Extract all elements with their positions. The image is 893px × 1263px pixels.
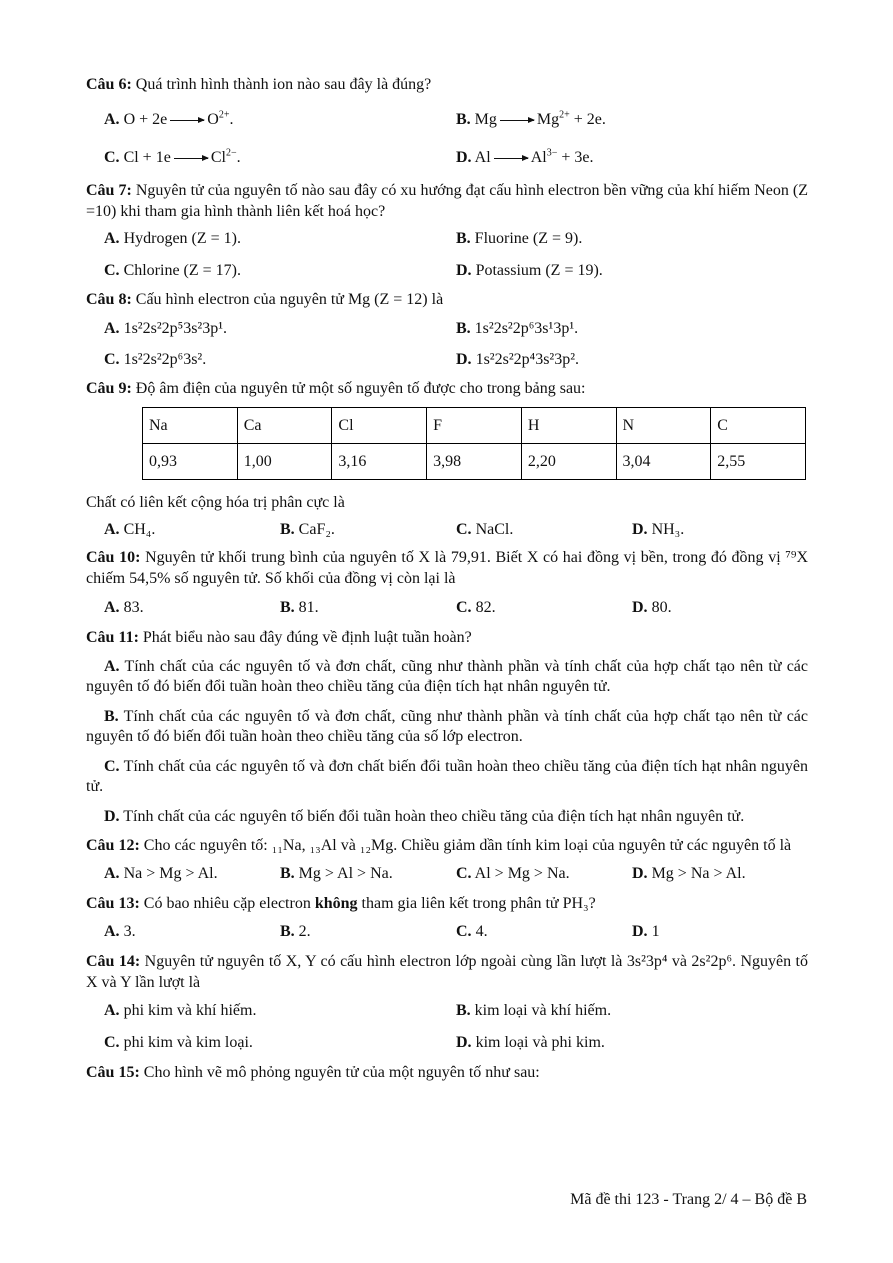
option-key: C. xyxy=(456,599,472,616)
question-11 xyxy=(86,627,808,648)
option-c xyxy=(86,757,808,797)
option-text: 81. xyxy=(294,599,319,616)
option-b xyxy=(280,598,456,618)
ion-charge: 2+ xyxy=(218,109,230,121)
option-text: kim loại và khí hiếm. xyxy=(470,1002,612,1019)
question-13 xyxy=(86,893,808,914)
question-label: Câu 13: xyxy=(86,895,140,912)
option-key: C. xyxy=(104,758,120,775)
option-text: Hydrogen (Z = 1). xyxy=(119,230,241,247)
question-emphasis: không xyxy=(314,895,358,912)
question-8-options xyxy=(104,319,808,370)
table-cell: 2,55 xyxy=(711,444,806,480)
reaction-arrow-icon xyxy=(170,120,204,121)
option-b xyxy=(280,922,456,942)
ion-symbol: Mg xyxy=(536,111,560,128)
option-a xyxy=(104,520,280,540)
option-text: Tính chất của các nguyên tố biến đổi tuần hoàn theo chiều tăng của điện tích hạt nhân nguyên tử. xyxy=(119,808,745,825)
option-text: 3. xyxy=(119,923,136,940)
option-key: A. xyxy=(104,599,120,616)
question-label: Câu 6: xyxy=(86,76,132,93)
option-key: B. xyxy=(456,111,471,128)
table-cell: Na xyxy=(143,408,238,444)
option-d xyxy=(86,807,808,827)
option-key: A. xyxy=(104,658,120,675)
option-a xyxy=(104,1001,456,1021)
option-key: A. xyxy=(104,320,120,337)
option-key: C. xyxy=(104,149,120,166)
question-label: Câu 10: xyxy=(86,549,141,566)
question-14 xyxy=(86,951,808,993)
option-text: Al xyxy=(471,149,491,166)
option-key: B. xyxy=(456,230,471,247)
option-text: . xyxy=(229,111,234,128)
option-text: Chlorine (Z = 17). xyxy=(119,262,242,279)
option-text: Na > Mg > Al. xyxy=(119,865,218,882)
reaction-arrow-icon xyxy=(174,158,208,159)
table-cell: 3,98 xyxy=(427,444,522,480)
option-text: NH₃. xyxy=(647,521,685,538)
option-text: Cl + 1e xyxy=(119,149,171,166)
option-c xyxy=(104,350,456,370)
page-footer: Mã đề thi 123 - Trang 2/ 4 – Bộ đề B xyxy=(570,1191,807,1208)
option-key: C. xyxy=(456,521,472,538)
option-a xyxy=(104,922,280,942)
option-a xyxy=(104,864,280,884)
question-label: Câu 14: xyxy=(86,953,141,970)
option-a xyxy=(104,319,456,339)
question-text: Quá trình hình thành ion nào sau đây là đúng? xyxy=(131,76,432,93)
question-7-options xyxy=(104,229,808,281)
option-key: B. xyxy=(280,521,295,538)
option-a xyxy=(86,657,808,697)
question-text: Cho hình vẽ mô phỏng nguyên tử của một nguyên tố như sau: xyxy=(139,1064,540,1081)
option-key: D. xyxy=(456,262,472,279)
question-label: Câu 9: xyxy=(86,380,132,397)
ion-charge: 3− xyxy=(546,147,558,159)
question-label: Câu 7: xyxy=(86,182,132,199)
option-d xyxy=(632,520,808,540)
question-9-options xyxy=(104,520,808,540)
question-10-options xyxy=(104,598,808,618)
option-text: Al > Mg > Na. xyxy=(471,865,570,882)
question-6-options xyxy=(104,110,808,130)
question-9-followup: Chất có liên kết cộng hóa trị phân cực là xyxy=(86,494,345,511)
reaction-arrow-icon xyxy=(494,158,528,159)
table-cell: C xyxy=(711,408,806,444)
option-key: D. xyxy=(632,599,648,616)
option-d xyxy=(456,148,808,168)
question-text: Có bao nhiêu cặp electron xyxy=(139,895,315,912)
question-8 xyxy=(86,289,808,310)
question-text: Phát biểu nào sau đây đúng về định luật tuần hoàn? xyxy=(138,629,472,646)
exam-page xyxy=(86,70,808,1083)
ion-charge: 2− xyxy=(225,147,237,159)
question-label: Câu 8: xyxy=(86,291,132,308)
option-key: D. xyxy=(632,923,648,940)
option-key: B. xyxy=(280,923,295,940)
option-d xyxy=(632,864,808,884)
ion-symbol: O xyxy=(207,111,219,128)
option-key: A. xyxy=(104,1002,120,1019)
question-text: Nguyên tử khối trung bình của nguyên tố X là 79,91. Biết X có hai đồng vị bền, trong đó đồng vị ⁷⁹X chiếm 54,5% số nguyên tử. Số khối của đồng vị còn lại là xyxy=(86,549,808,587)
option-d xyxy=(456,1033,808,1053)
question-14-options xyxy=(104,1001,808,1053)
option-text: Fluorine (Z = 9). xyxy=(470,230,583,247)
option-d xyxy=(456,350,808,370)
table-cell: F xyxy=(427,408,522,444)
question-text: Cho các nguyên tố: ₁₁Na, ₁₃Al và ₁₂Mg. Chiều giảm dần tính kim loại của nguyên tử các nguyên tố là xyxy=(139,837,792,854)
option-text: Mg > Na > Al. xyxy=(647,865,746,882)
option-b xyxy=(456,229,808,249)
ion-charge: 2+ xyxy=(559,109,570,121)
question-label: Câu 15: xyxy=(86,1064,140,1081)
option-c xyxy=(104,261,456,281)
option-text: Tính chất của các nguyên tố và đơn chất, cũng như thành phần và tính chất của hợp chất tạo nên từ các nguyên tố đó biến đổi tuần hoàn theo chiều tăng của số lớp electron. xyxy=(86,708,808,745)
option-text: 83. xyxy=(119,599,144,616)
ion-symbol: Cl xyxy=(210,149,226,166)
option-c xyxy=(104,148,456,168)
option-b xyxy=(456,110,808,130)
option-text: NaCl. xyxy=(471,521,514,538)
question-15 xyxy=(86,1062,808,1083)
option-key: A. xyxy=(104,923,120,940)
option-text: phi kim và khí hiếm. xyxy=(119,1002,257,1019)
option-text: 1s²2s²2p⁶3s¹3p¹. xyxy=(470,320,579,337)
option-text: 80. xyxy=(647,599,672,616)
option-text: CaF₂. xyxy=(294,521,335,538)
option-text: kim loại và phi kim. xyxy=(471,1034,605,1051)
option-a xyxy=(104,229,456,249)
option-b xyxy=(456,319,808,339)
table-cell: H xyxy=(521,408,616,444)
option-key: D. xyxy=(456,149,472,166)
option-text: Potassium (Z = 19). xyxy=(471,262,603,279)
reaction-arrow-icon xyxy=(500,120,534,121)
option-b xyxy=(86,707,808,747)
question-12 xyxy=(86,835,808,856)
option-b xyxy=(456,1001,808,1021)
option-text: 1s²2s²2p⁵3s²3p¹. xyxy=(119,320,228,337)
electronegativity-table xyxy=(142,407,806,480)
option-key: A. xyxy=(104,230,120,247)
option-c xyxy=(456,520,632,540)
option-c xyxy=(456,598,632,618)
option-key: C. xyxy=(456,865,472,882)
option-a xyxy=(104,598,280,618)
question-10 xyxy=(86,547,808,589)
option-text: + 2e. xyxy=(569,111,606,128)
option-d xyxy=(456,261,808,281)
table-cell: 3,04 xyxy=(616,444,711,480)
question-6-options-row2 xyxy=(104,148,808,168)
option-d xyxy=(632,922,808,942)
option-text: Mg xyxy=(470,111,497,128)
option-text: 4. xyxy=(471,923,488,940)
question-text: tham gia liên kết trong phân tử PH₃? xyxy=(357,895,596,912)
option-key: A. xyxy=(104,521,120,538)
option-text: O + 2e xyxy=(119,111,168,128)
question-text: Nguyên tử nguyên tố X, Y có cấu hình electron lớp ngoài cùng lần lượt là 3s²3p⁴ và 2s²2p⁶. Nguyên tố X và Y lần lượt là xyxy=(86,953,808,991)
option-key: D. xyxy=(104,808,120,825)
option-c xyxy=(456,922,632,942)
option-d xyxy=(632,598,808,618)
option-key: B. xyxy=(104,708,119,725)
option-text: + 3e. xyxy=(557,149,594,166)
option-c xyxy=(456,864,632,884)
option-key: C. xyxy=(456,923,472,940)
table-cell: 3,16 xyxy=(332,444,427,480)
option-text: 82. xyxy=(471,599,496,616)
option-key: B. xyxy=(280,865,295,882)
table-row-elements xyxy=(143,408,806,444)
ion-symbol: Al xyxy=(530,149,547,166)
option-text: CH₄. xyxy=(119,521,156,538)
option-key: C. xyxy=(104,1034,120,1051)
option-key: B. xyxy=(456,1002,471,1019)
table-cell: 1,00 xyxy=(237,444,332,480)
option-key: B. xyxy=(280,599,295,616)
option-b xyxy=(280,864,456,884)
option-key: A. xyxy=(104,111,120,128)
table-cell: 2,20 xyxy=(521,444,616,480)
option-b xyxy=(280,520,456,540)
option-key: A. xyxy=(104,865,120,882)
option-key: B. xyxy=(456,320,471,337)
option-text: Tính chất của các nguyên tố và đơn chất biến đổi tuần hoàn theo chiều tăng của điện tích hạt nhân nguyên tử. xyxy=(86,758,808,795)
option-text: Tính chất của các nguyên tố và đơn chất, cũng như thành phần và tính chất của hợp chất tạo nên từ các nguyên tố đó biến đổi tuần hoàn theo chiều tăng của điện tích hạt nhân nguyên tử. xyxy=(86,658,808,695)
question-6 xyxy=(86,74,808,95)
option-key: D. xyxy=(456,1034,472,1051)
option-key: C. xyxy=(104,351,120,368)
option-a xyxy=(104,110,456,130)
table-cell: N xyxy=(616,408,711,444)
question-7 xyxy=(86,180,808,222)
option-text: 2. xyxy=(294,923,311,940)
option-text: Mg > Al > Na. xyxy=(294,865,393,882)
option-text: 1s²2s²2p⁴3s²3p². xyxy=(471,351,580,368)
option-key: D. xyxy=(632,521,648,538)
table-cell: Ca xyxy=(237,408,332,444)
option-text: 1s²2s²2p⁶3s². xyxy=(119,351,207,368)
option-key: C. xyxy=(104,262,120,279)
option-key: D. xyxy=(632,865,648,882)
question-text: Nguyên tử của nguyên tố nào sau đây có xu hướng đạt cấu hình electron bền vững của khí hiếm Neon (Z =10) khi tham gia hình thành liên kết hoá học? xyxy=(86,182,808,220)
option-text: 1 xyxy=(647,923,660,940)
option-c xyxy=(104,1033,456,1053)
table-cell: 0,93 xyxy=(143,444,238,480)
question-9 xyxy=(86,378,808,399)
question-label: Câu 12: xyxy=(86,837,140,854)
option-text: phi kim và kim loại. xyxy=(119,1034,253,1051)
table-cell: Cl xyxy=(332,408,427,444)
option-key: D. xyxy=(456,351,472,368)
table-row-values xyxy=(143,444,806,480)
question-text: Cấu hình electron của nguyên tử Mg (Z = 12) là xyxy=(131,291,444,308)
question-13-options xyxy=(104,922,808,942)
question-text: Độ âm điện của nguyên tử một số nguyên tố được cho trong bảng sau: xyxy=(131,380,586,397)
question-12-options xyxy=(104,864,808,884)
question-label: Câu 11: xyxy=(86,629,139,646)
option-text: . xyxy=(236,149,241,166)
